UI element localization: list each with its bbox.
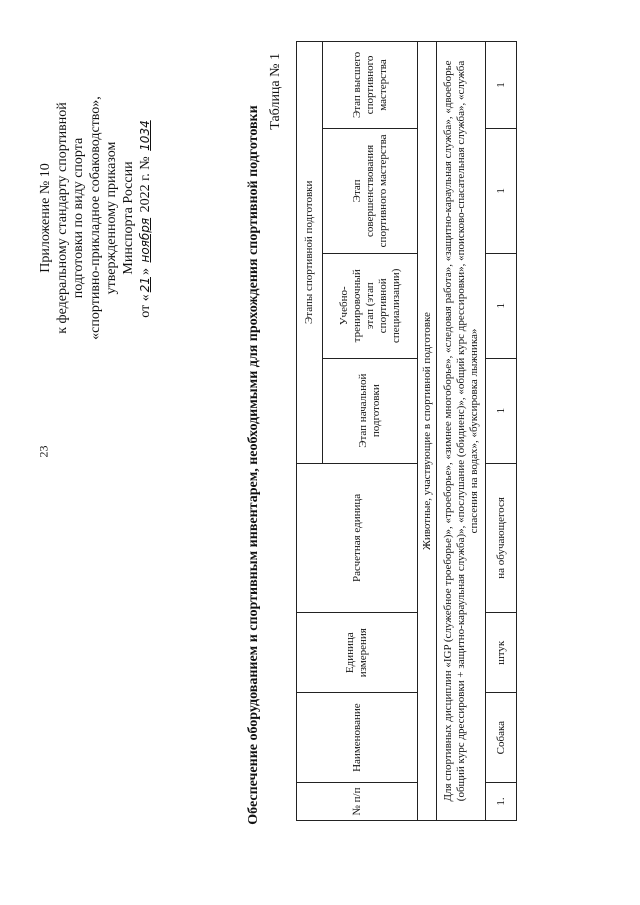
inventory-table	[296, 41, 517, 821]
cell-calc-unit: на обучающегося	[486, 463, 517, 613]
header-stage-training: Учебно-тренировочный этап (этап спортивной специализации)	[323, 253, 418, 358]
header-name: Наименование	[297, 693, 418, 783]
header-stage-initial: Этап начальной подготовки	[323, 358, 418, 463]
date-mid: »	[138, 264, 153, 276]
cell-improvement: 1	[486, 128, 517, 253]
cell-initial: 1	[486, 358, 517, 463]
handwritten-day: 21	[138, 277, 152, 293]
appendix-line: утвержденному приказом	[104, 141, 119, 295]
group-label: Животные, участвующие в спортивной подготовке	[418, 42, 437, 821]
appendix-line: подготовки по виду спорта	[71, 137, 86, 299]
appendix-line: «спортивно-прикладное собаководство»,	[87, 96, 103, 340]
appendix-line: Приложение № 10	[38, 163, 53, 273]
header-stage-improvement: Этап совершенствования спортивного мастерства	[323, 128, 418, 253]
header-num: № п/п	[297, 783, 418, 821]
document-title: Обеспечение оборудованием и спортивным инвентарем, необходимыми для прохождения спортивной подготовки	[246, 105, 261, 825]
cell-unit: штук	[486, 613, 517, 693]
header-stages: Этапы спортивной подготовки	[297, 42, 323, 464]
cell-num: 1.	[486, 783, 517, 821]
header-stage-highest: Этап высшего спортивного мастерства	[323, 42, 418, 129]
cell-training: 1	[486, 253, 517, 358]
appendix-date-line	[137, 53, 155, 383]
landscape-page	[0, 25, 640, 905]
handwritten-order-number: 1034	[138, 120, 152, 151]
cell-highest: 1	[486, 42, 517, 129]
date-year: 2022 г. №	[138, 152, 153, 216]
page-number: 23	[36, 445, 51, 458]
appendix-line: к федеральному стандарту спортивной	[54, 102, 70, 334]
table-row	[486, 42, 517, 821]
header-unit: Единица измерения	[297, 613, 418, 693]
date-prefix: от «	[138, 294, 153, 318]
header-calc-unit: Расчетная единица	[297, 463, 418, 613]
table-label: Таблица № 1	[268, 53, 283, 130]
discipline-text: Для спортивных дисциплин «IGP (служебное троеборье)», «троеборье», «зимнее многоборье», «следовая работа», «защитно-караульная служба», «двоеборье (общий курс дрессировки + защитно-караульная служба)», «послушание (обидиенс)», «общий курс дрессировки», «поисково-спасательная служба», «служба спасения на водах», «буксировка лыжника»	[437, 42, 486, 821]
handwritten-month: ноября	[138, 217, 152, 263]
appendix-header	[38, 53, 155, 383]
appendix-line: Минспорта России	[120, 161, 136, 275]
cell-name: Собака	[486, 693, 517, 783]
